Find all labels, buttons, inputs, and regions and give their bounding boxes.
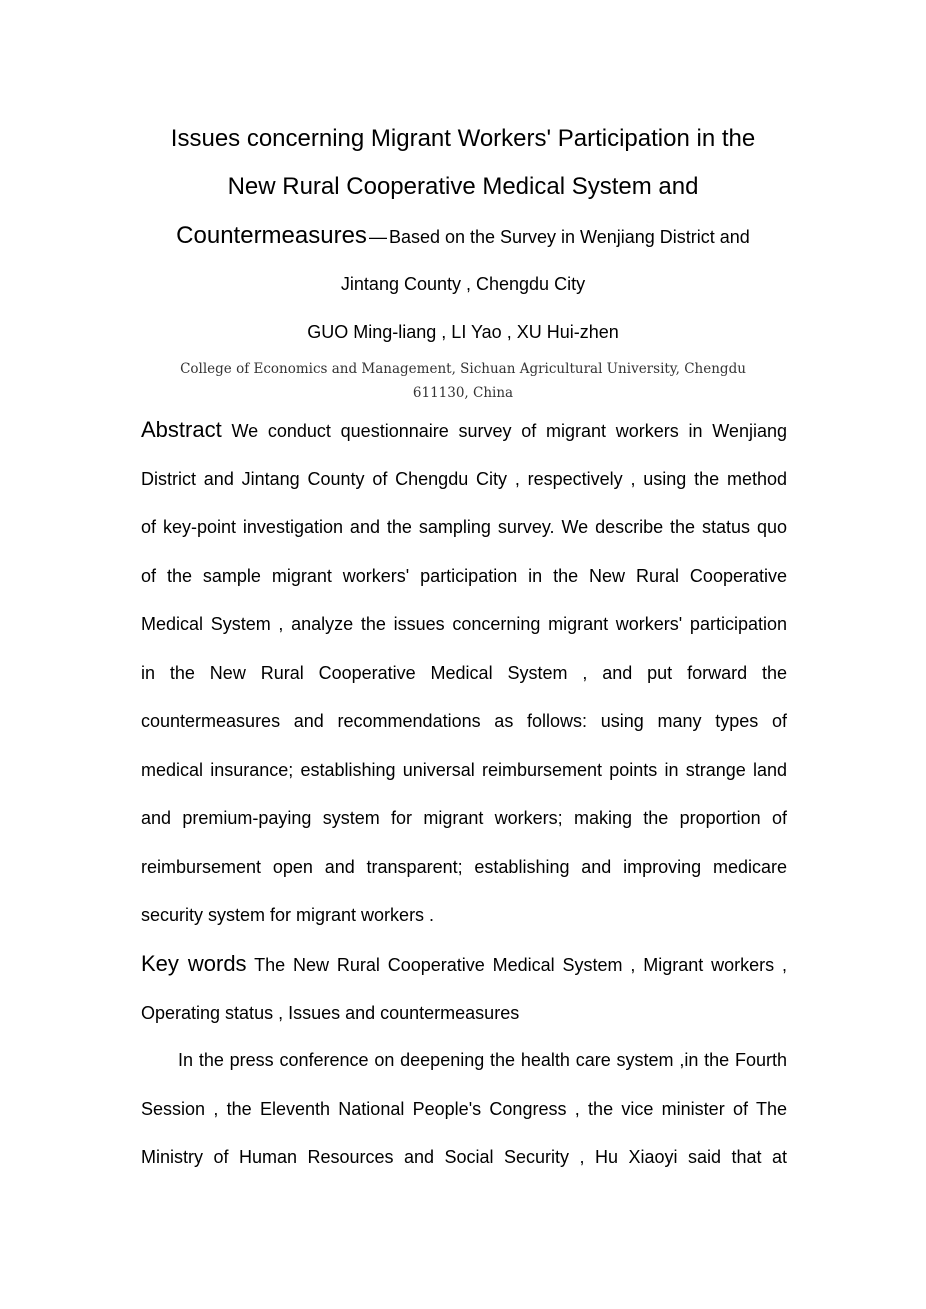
keywords-line: Operating status , Issues and countermeasures — [141, 1002, 520, 1023]
title-dash: — — [368, 227, 387, 247]
abstract-label: Abstract — [141, 417, 222, 442]
subtitle-part-2: Jintang County , Chengdu City — [340, 274, 586, 294]
title-line-1: Issues concerning Migrant Workers' Participation in the — [170, 125, 756, 152]
abstract-line: Medical System , analyze the issues concerning migrant workers' participation — [141, 614, 787, 634]
abstract-line: countermeasures and recommendations as follows: using many types of — [141, 711, 787, 731]
keywords — [141, 940, 787, 1037]
abstract-line: medical insurance; establishing universal reimbursement points in strange land — [141, 759, 787, 780]
keywords-text: The New Rural Cooperative Medical System , Migrant workers , — [254, 955, 787, 975]
abstract-line: security system for migrant workers . — [141, 905, 435, 925]
affiliation-line-2: 611130, China — [412, 385, 514, 401]
body-paragraph — [141, 1036, 787, 1182]
abstract-line: reimbursement open and transparent; establishing and improving medicare — [141, 856, 787, 877]
abstract-line — [141, 406, 787, 455]
title-main-word: Countermeasures — [176, 222, 367, 249]
title-line-2: New Rural Cooperative Medical System and — [227, 173, 699, 200]
abstract-line: of key-point investigation and the sampling survey. We describe the status quo — [141, 517, 787, 537]
body-line: Session , the Eleventh National People's Congress , the vice minister of The — [141, 1098, 787, 1119]
affiliation — [140, 357, 786, 405]
body-line: In the press conference on deepening the health care system ,in the Fourth — [178, 1050, 787, 1070]
title-line-3 — [140, 221, 786, 252]
subtitle-part-1: Based on the Survey in Wenjiang District and — [388, 227, 750, 247]
abstract — [141, 406, 787, 940]
abstract-line: District and Jintang County of Chengdu City , respectively , using the method — [141, 468, 787, 489]
body-line: Ministry of Human Resources and Social Security , Hu Xiaoyi said that at — [141, 1147, 787, 1167]
keywords-line — [141, 940, 787, 989]
abstract-line: and premium-paying system for migrant workers; making the proportion of — [141, 808, 787, 828]
keywords-label: Key words — [141, 951, 247, 976]
abstract-text: We conduct questionnaire survey of migrant workers in Wenjiang — [231, 421, 787, 441]
abstract-line: of the sample migrant workers' participation in the New Rural Cooperative — [141, 565, 787, 586]
abstract-line: in the New Rural Cooperative Medical System , and put forward the — [141, 662, 787, 683]
authors: GUO Ming-liang , LI Yao , XU Hui-zhen — [307, 322, 619, 342]
affiliation-line-1: College of Economics and Management, Sichuan Agricultural University, Chengdu — [180, 361, 746, 377]
